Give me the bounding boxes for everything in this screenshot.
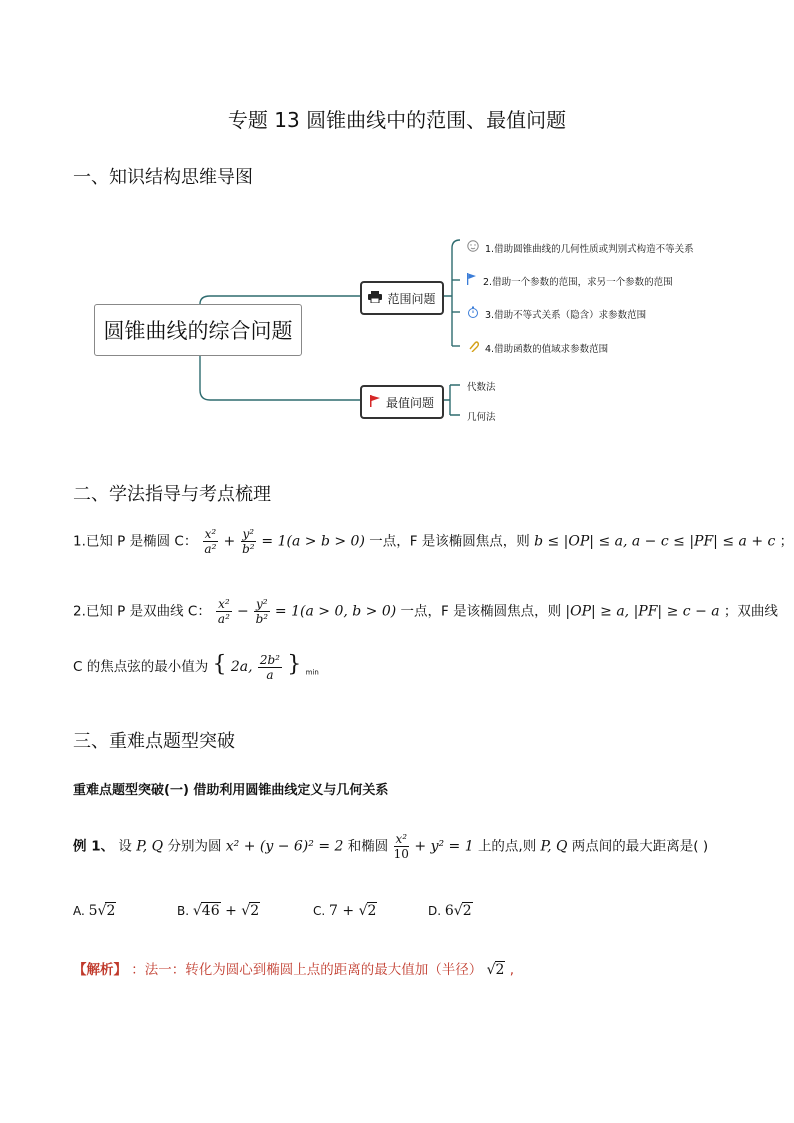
connector-range <box>200 296 360 304</box>
paragraph-focal-chord: C 的焦点弦的最小值为 { 2a, $\frac{\text{2b²}}{a}$ } $_{min}$ <box>73 652 319 682</box>
option-d[interactable]: D. 6√2 <box>428 903 472 919</box>
mindmap-node-range-label: 范围问题 <box>387 291 436 306</box>
option-a[interactable]: A. 5√2 <box>73 903 116 919</box>
mindmap-leaf-range-4: 4.借助函数的值域求参数范围 <box>467 340 608 355</box>
stopwatch-icon <box>467 306 479 321</box>
printer-icon <box>368 291 382 306</box>
mindmap-leaf-range-1: 1.借助圆锥曲线的几何性质或判别式构造不等关系 <box>467 240 694 255</box>
connector-max <box>200 354 360 400</box>
red-flag-icon <box>370 395 381 410</box>
mindmap-leaf-max-2: 几何法 <box>467 412 496 423</box>
mindmap-leaf-max-1: 代数法 <box>467 382 496 393</box>
blue-flag-icon <box>467 273 477 288</box>
paperclip-icon <box>467 340 479 355</box>
connector-max-trunk <box>442 385 460 415</box>
option-c[interactable]: C. 7 + √2 <box>313 903 377 919</box>
page-title: 专题 13 圆锥曲线中的范围、最值问题 <box>227 108 567 132</box>
section-heading-2: 二、学法指导与考点梳理 <box>73 484 271 505</box>
section-heading-1: 一、知识结构思维导图 <box>73 167 253 188</box>
section-heading-3: 三、重难点题型突破 <box>73 731 235 752</box>
mindmap-node-max <box>360 385 444 419</box>
mindmap-node-max-label: 最值问题 <box>385 395 434 410</box>
paragraph-hyperbola: 2.已知 P 是双曲线 C： $\frac{\text{x²}}{\text{a²}}$ − $\frac{\text{y²}}{\text{b²}}$ = 1(a > 0, b > 0) 一点，F 是该椭圆焦点，则 |OP| ≥ a, |PF| ≥ c − a ；双曲线 <box>73 597 778 626</box>
example-1: 例 1、 设 P, Q 分别为圆 x² + (y − 6)² = 2 和椭圆 $\frac{\text{x²}}{10}$ + y² = 1 上的点,则 P, Q 两点间的最大距离是( ) <box>73 832 709 861</box>
paragraph-ellipse: 1.已知 P 是椭圆 C： $\frac{\text{x²}}{\text{a²}}$ + $\frac{\text{y²}}{\text{b²}}$ = 1(a > b > 0) 一点，F 是该椭圆焦点，则 b ≤ |OP| ≤ a, a − c ≤ |PF| ≤ a + c ； <box>73 527 794 556</box>
subheading-1: 重难点题型突破(一) 借助利用圆锥曲线定义与几何关系 <box>73 783 389 798</box>
mindmap-leaf-range-2: 2.借助一个参数的范围，求另一个参数的范围 <box>467 273 673 288</box>
mindmap-node-range <box>360 281 444 315</box>
mindmap-leaf-range-3: 3.借助不等式关系（隐含）求参数范围 <box>467 306 646 321</box>
smiley-icon <box>467 240 479 255</box>
mindmap-central-node: 圆锥曲线的综合问题 <box>94 304 302 356</box>
option-b[interactable]: B. √46 + √2 <box>177 903 260 919</box>
analysis-line: 【解析】 ：法一：转化为圆心到椭圆上点的距离的最大值加（半径） √2 , <box>73 962 515 978</box>
